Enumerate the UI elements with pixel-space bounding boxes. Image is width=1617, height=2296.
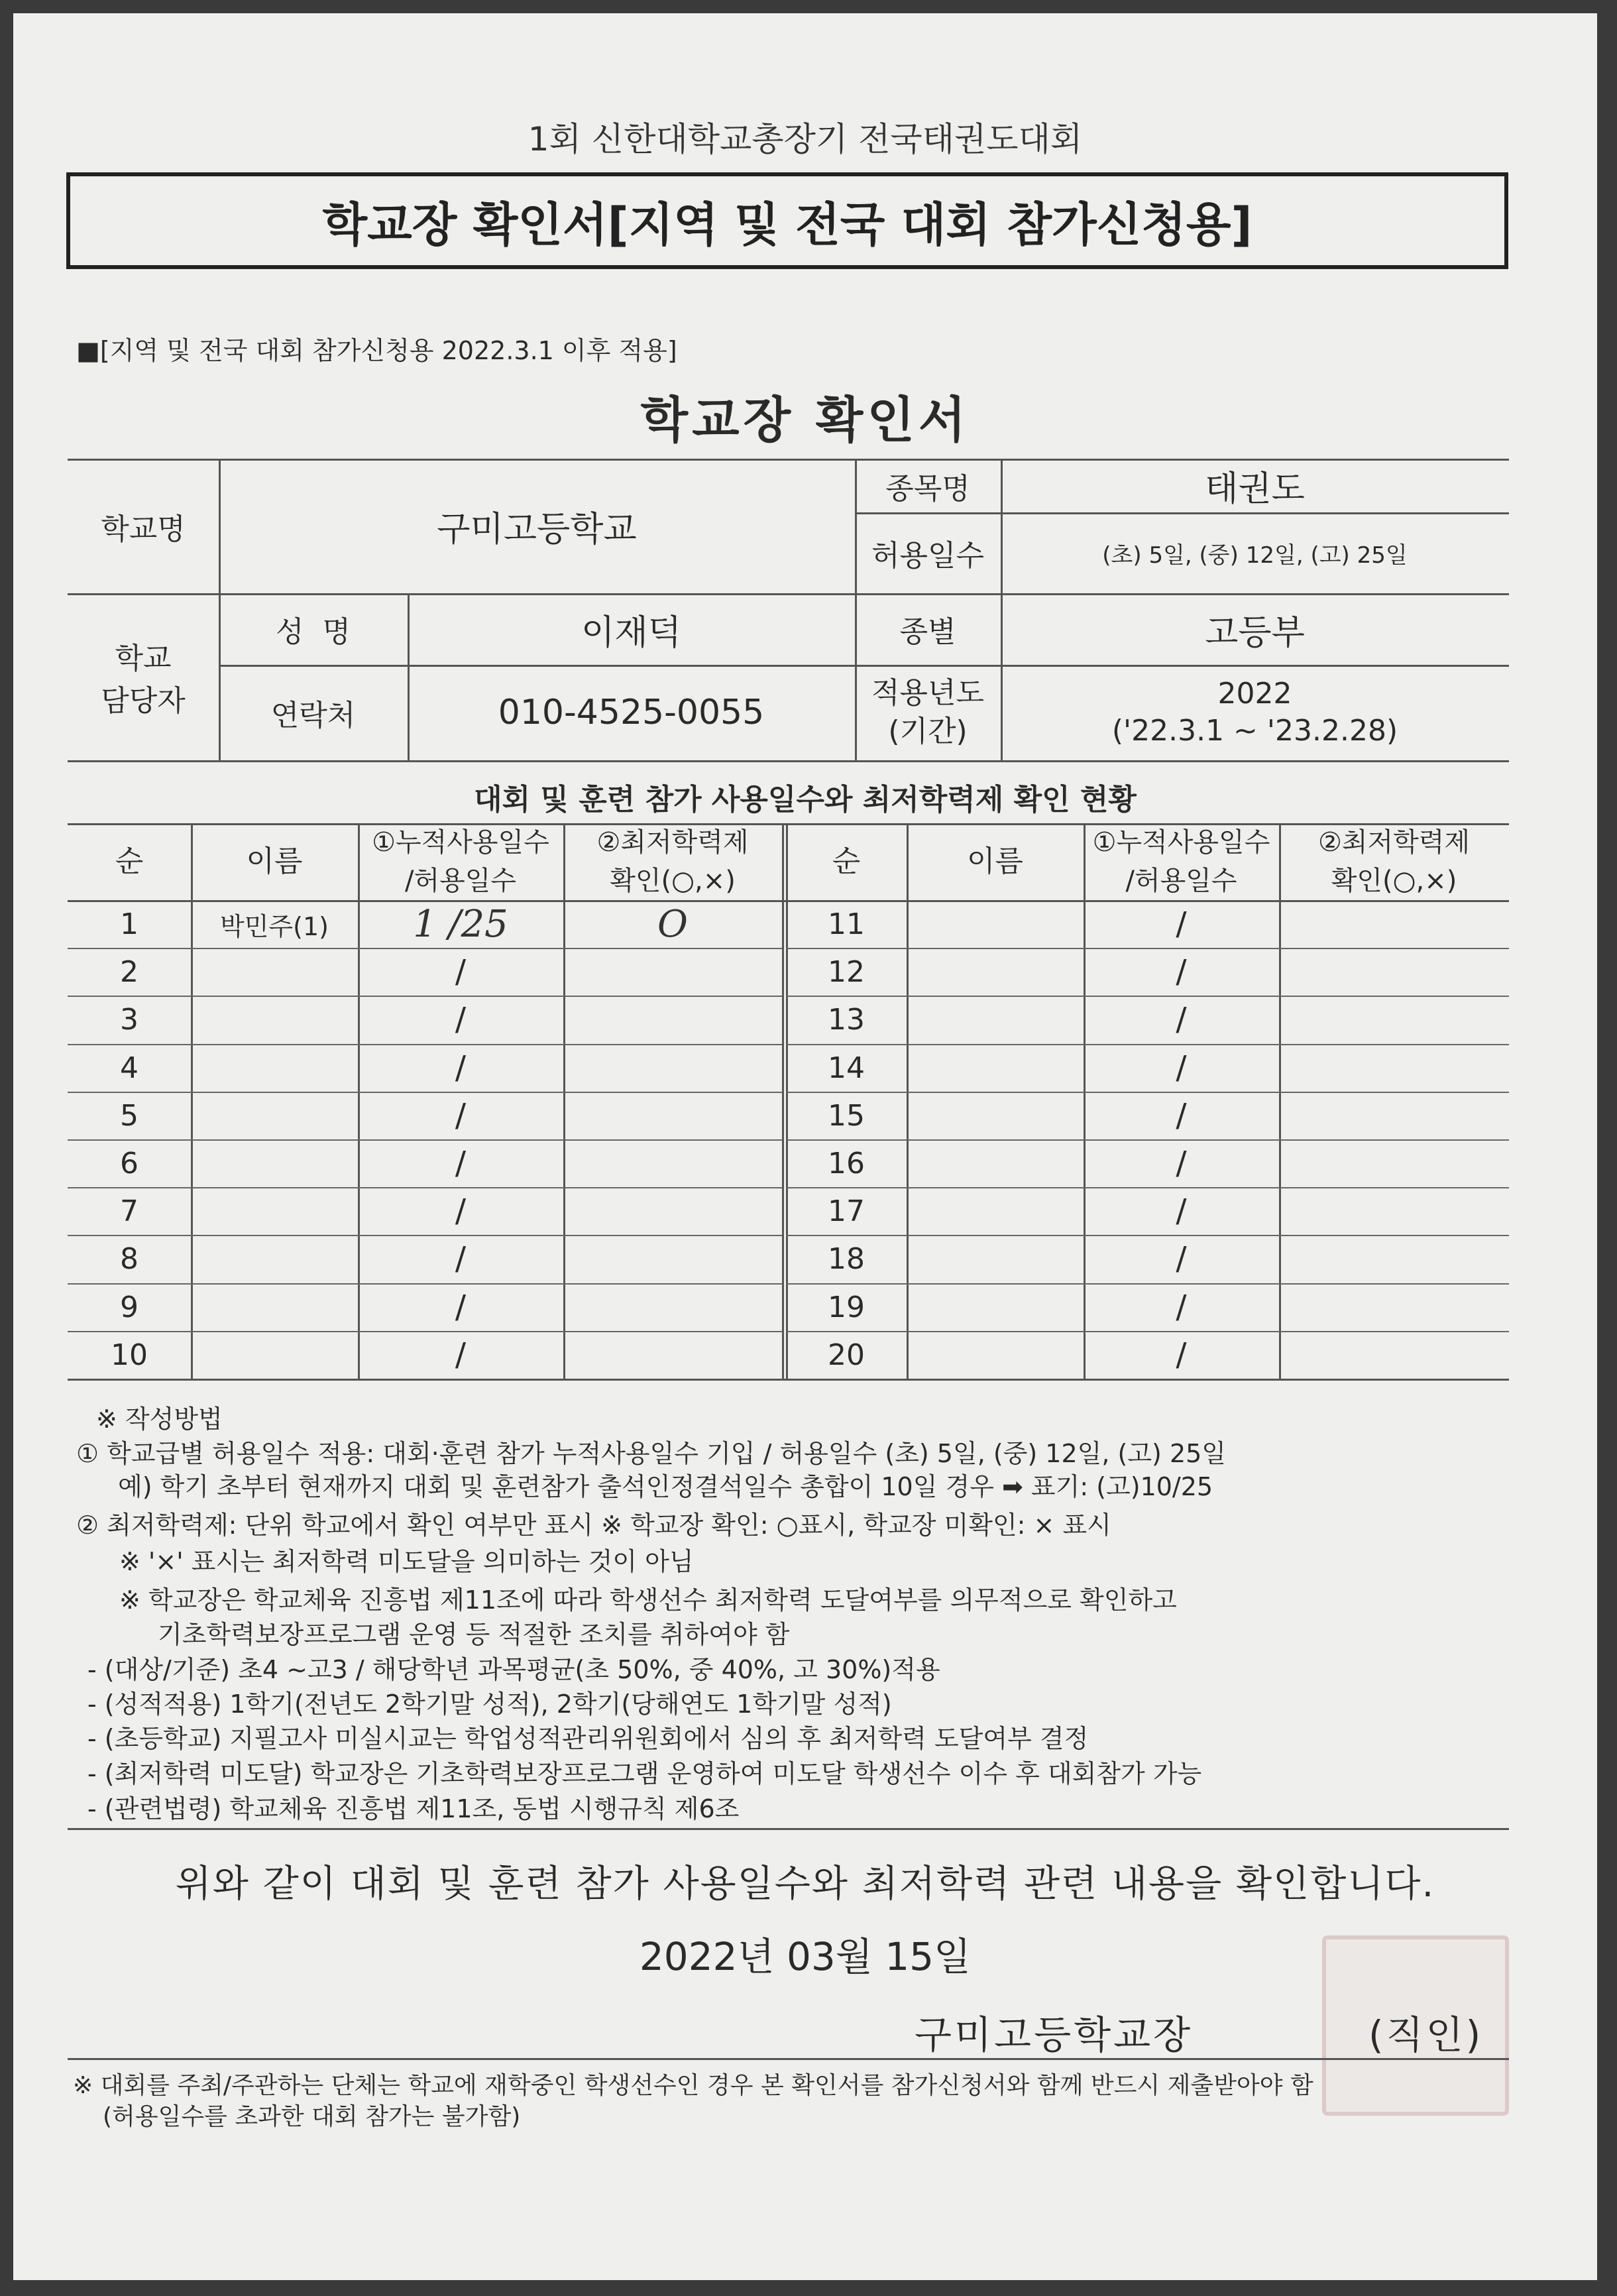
header-days-line1: ①누적사용일수 (1092, 827, 1270, 858)
row-days: / (455, 1289, 467, 1326)
seal-label: (직인) (1368, 2012, 1484, 2057)
row-days: / (455, 1145, 467, 1182)
row-number: 7 (120, 1194, 139, 1228)
row-name (907, 1187, 1084, 1235)
header-no-left: 순 (115, 844, 144, 878)
header-check-left (563, 823, 782, 900)
row-check (563, 1187, 782, 1235)
rule (782, 823, 784, 1379)
rule (68, 760, 1509, 762)
confirmation-text: 위와 같이 대회 및 훈련 참가 사용일수와 최저학력 관련 내용을 확인합니다. (175, 1863, 1435, 1906)
row-number: 3 (120, 1002, 139, 1037)
sport-label: 종목명 (885, 471, 970, 506)
instruction-item: - (최저학력 미도달) 학교장은 기초학력보장프로그램 운영하여 미도달 학생선수 이수 후 대회참가 가능 (87, 1759, 1202, 1788)
row-days: / (1176, 1097, 1187, 1134)
row-name (191, 1235, 358, 1283)
row-number: 20 (828, 1338, 865, 1372)
row-check (563, 1283, 782, 1331)
row-days: / (455, 1097, 467, 1134)
row-days: / (455, 1192, 467, 1230)
instruction-item: ※ 학교장은 학교체육 진흥법 제11조에 따라 학생선수 최저학력 도달여부를 의무적으로 확인하고 (119, 1585, 1177, 1615)
header-days-line2: /허용일수 (404, 866, 517, 896)
footer-note: (허용일수를 초과한 대회 참가는 불가함) (103, 2103, 521, 2130)
header-check-line2: 확인(○,×) (1331, 866, 1457, 896)
row-number: 1 (120, 907, 139, 941)
row-check (563, 1044, 782, 1092)
row-number: 13 (828, 1002, 865, 1037)
row-name (191, 1331, 358, 1379)
row-check (563, 1235, 782, 1283)
event-title: 1회 신한대학교총장기 전국태권도대회 (528, 120, 1083, 158)
row-name (907, 948, 1084, 996)
instruction-item: 기초학력보장프로그램 운영 등 적절한 조치를 취하여야 함 (158, 1620, 790, 1649)
instruction-item: ※ '×' 표시는 최저학력 미도달을 의미하는 것이 아님 (119, 1547, 694, 1576)
instruction-item: - (성적적용) 1학기(전년도 2학기말 성적), 2학기(당해연도 1학기말 성적) (87, 1690, 892, 1719)
instruction-item: ① 학교급별 허용일수 적용: 대회·훈련 참가 누적사용일수 기입 / 허용일수 (초) 5일, (중) 12일, (고) 25일 (76, 1439, 1227, 1468)
row-number: 8 (120, 1241, 139, 1276)
row-days: / (1176, 1145, 1187, 1182)
row-name (191, 996, 358, 1043)
row-name (191, 1283, 358, 1331)
row-name (907, 996, 1084, 1043)
document-title-box: 학교장 확인서[지역 및 전국 대회 참가신청용] (66, 172, 1508, 269)
header-check-line1: ②최저학력제 (1317, 827, 1471, 858)
header-days-line2: /허용일수 (1125, 866, 1237, 896)
row-days: / (1176, 1049, 1187, 1086)
confirmation-date: 2022년 03월 15일 (639, 1934, 972, 1979)
certificate-title: 학교장 확인서 (640, 392, 970, 449)
row-name (191, 948, 358, 996)
row-days: / (455, 1049, 467, 1086)
row-check (1279, 1139, 1509, 1187)
header-no-right: 순 (832, 844, 861, 878)
header-name-left: 이름 (246, 844, 303, 878)
row-name (907, 1235, 1084, 1283)
rule (68, 2058, 1509, 2060)
rule (68, 1828, 1509, 1830)
row-number: 9 (120, 1290, 139, 1324)
allowed-days-label: 허용일수 (871, 539, 984, 573)
row-number: 10 (111, 1338, 148, 1372)
header-check-right (1279, 823, 1509, 900)
status-title: 대회 및 훈련 참가 사용일수와 최저학력제 확인 현황 (474, 783, 1137, 817)
row-name (191, 1044, 358, 1092)
row-check (1279, 1331, 1509, 1379)
footer-note: ※ 대회를 주최/주관하는 단체는 학교에 재학중인 학생선수인 경우 본 확인서를 참가신청서와 함께 반드시 제출받아야 함 (73, 2072, 1313, 2099)
header-days-line1: ①누적사용일수 (372, 827, 549, 858)
contact-value: 010-4525-0055 (498, 693, 765, 732)
row-name (907, 900, 1084, 948)
row-days: / (1176, 1192, 1187, 1230)
row-check (563, 948, 782, 996)
row-number: 17 (828, 1194, 865, 1228)
row-days: / (1176, 1001, 1187, 1038)
row-number: 19 (828, 1290, 865, 1324)
row-days: / (455, 1336, 467, 1373)
row-check: O (657, 902, 688, 946)
header-check-line1: ②최저학력제 (596, 827, 749, 858)
row-check (1279, 1283, 1509, 1331)
row-number: 15 (828, 1098, 865, 1133)
header-name-right: 이름 (966, 844, 1023, 878)
row-days: / (1176, 953, 1187, 990)
row-number: 5 (120, 1098, 139, 1133)
manager-label-line1: 학교 (115, 642, 172, 675)
row-check (563, 996, 782, 1043)
manager-name-value: 이재덕 (581, 612, 681, 653)
row-check (1279, 1092, 1509, 1139)
document-page (13, 13, 1597, 2280)
period-label-line2: (기간) (888, 715, 968, 748)
row-check (1279, 1187, 1509, 1235)
header-days-left (358, 823, 563, 900)
row-days: / (455, 953, 467, 990)
instruction-item: - (대상/기준) 초4 ~고3 / 해당학년 과목평균(초 50%, 중 40%, 고 30%)적용 (87, 1655, 940, 1684)
period-year: 2022 (1217, 677, 1292, 711)
header-check-line2: 확인(○,×) (610, 866, 736, 896)
period-label (855, 665, 1001, 760)
allowed-days-value: (초) 5일, (중) 12일, (고) 25일 (1102, 542, 1408, 569)
contact-label: 연락처 (270, 699, 356, 732)
instruction-item: - (관련법령) 학교체육 진흥법 제11조, 동법 시행규칙 제6조 (87, 1794, 740, 1823)
instruction-item: ② 최저학력제: 단위 학교에서 확인 여부만 표시 ※ 학교장 확인: ○표시, 학교장 미확인: × 표시 (76, 1511, 1111, 1540)
row-number: 16 (828, 1146, 865, 1180)
row-name (191, 1139, 358, 1187)
header-days-right (1084, 823, 1279, 900)
instruction-heading: ※ 작성방법 (96, 1405, 223, 1434)
row-days: / (1176, 1240, 1187, 1277)
row-days: / (1176, 905, 1187, 943)
row-number: 11 (828, 907, 865, 941)
row-check (1279, 900, 1509, 948)
row-check (1279, 1235, 1509, 1283)
principal-name: 구미고등학교장 (915, 2012, 1194, 2057)
row-name (907, 1283, 1084, 1331)
row-check (563, 1139, 782, 1187)
row-days: / (1176, 1336, 1187, 1373)
row-check (1279, 1044, 1509, 1092)
row-number: 6 (120, 1146, 139, 1180)
row-check (563, 1092, 782, 1139)
row-number: 4 (120, 1051, 139, 1085)
school-name-label: 학교명 (101, 512, 186, 546)
row-name (907, 1139, 1084, 1187)
instruction-item: 예) 학기 초부터 현재까지 대회 및 훈련참가 출석인정결석일수 총합이 10일 경우 ➡ 표기: (고)10/25 (118, 1472, 1213, 1501)
row-name (191, 1092, 358, 1139)
period-range: ('22.3.1 ~ '23.2.28) (1111, 714, 1398, 748)
manager-label-line2: 담당자 (101, 684, 186, 718)
row-check (563, 1331, 782, 1379)
row-days: 1 /25 (413, 902, 508, 946)
row-number: 14 (828, 1051, 865, 1085)
manager-name-label: 성 명 (276, 615, 351, 649)
row-days: / (455, 1240, 467, 1277)
sport-value: 태권도 (1205, 469, 1305, 509)
division-value: 고등부 (1205, 612, 1305, 653)
school-name-value: 구미고등학교 (437, 510, 637, 549)
period-value (1001, 665, 1509, 760)
row-number: 18 (828, 1241, 865, 1276)
row-number: 2 (120, 954, 139, 989)
rule (68, 1379, 1509, 1381)
row-name (191, 1187, 358, 1235)
instruction-item: - (초등학교) 지필고사 미실시교는 학업성적관리위원회에서 심의 후 최저학력 도달여부 결정 (87, 1724, 1089, 1753)
row-name: 박민주(1) (220, 911, 329, 941)
row-name (907, 1092, 1084, 1139)
manager-label (68, 593, 219, 760)
period-label-line1: 적용년도 (871, 676, 984, 710)
row-name (907, 1331, 1084, 1379)
row-days: / (455, 1001, 467, 1038)
row-days: / (1176, 1289, 1187, 1326)
row-number: 12 (828, 954, 865, 989)
applicable-note: ■[지역 및 전국 대회 참가신청용 2022.3.1 이후 적용] (76, 336, 677, 365)
row-check (1279, 948, 1509, 996)
row-check (1279, 996, 1509, 1043)
division-label: 종별 (899, 615, 956, 649)
row-name (907, 1044, 1084, 1092)
